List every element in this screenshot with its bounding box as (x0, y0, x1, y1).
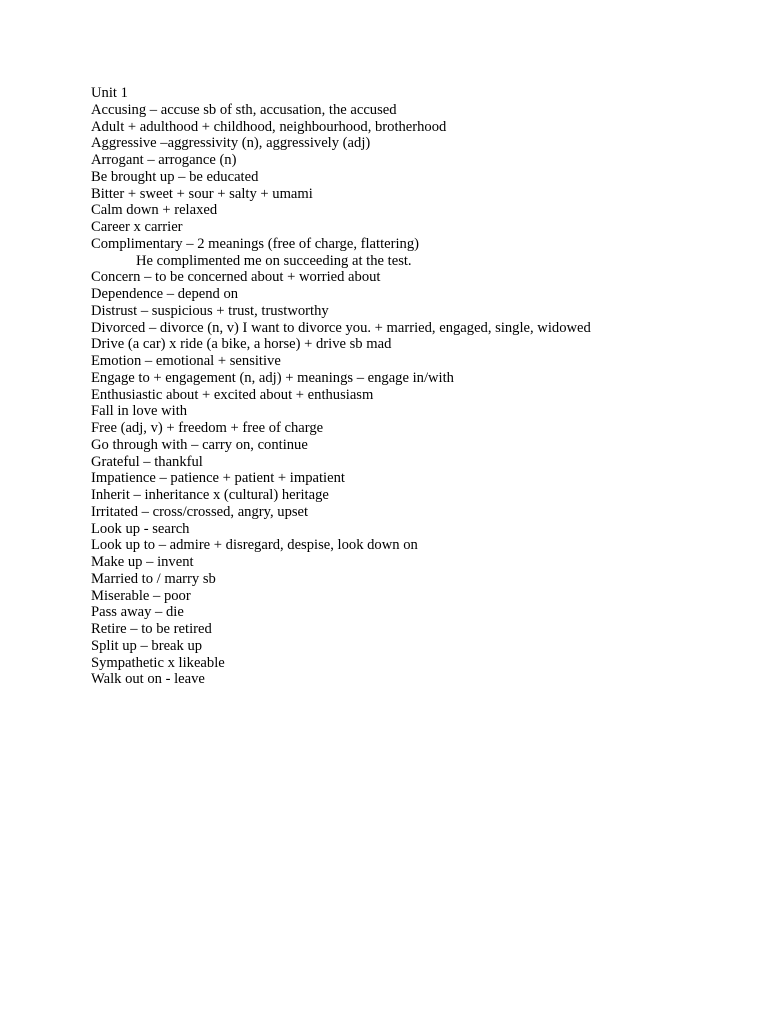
entry-split-up: Split up – break up (91, 637, 203, 654)
unit-heading: Unit 1 (91, 85, 128, 101)
entry-miserable: Miserable – poor (91, 587, 191, 604)
entry-divorced: Divorced – divorce (n, v) I want to divorce you. + married, engaged, single, widowed (91, 319, 591, 336)
entry-go-through-with: Go through with – carry on, continue (91, 436, 308, 453)
entry-career: Career x carrier (91, 219, 183, 235)
entry-fall-in-love: Fall in love with (91, 403, 188, 420)
entry-engage: Engage to + engagement (n, adj) + meanings – engage in/with (91, 369, 454, 386)
entry-be-brought-up: Be brought up – be educated (91, 168, 259, 185)
entry-bitter: Bitter + sweet + sour + salty + umami (91, 185, 313, 202)
entry-concern: Concern – to be concerned about + worried about (91, 269, 381, 286)
entry-complimentary-example: He complimented me on succeeding at the test. (136, 252, 412, 269)
entry-complimentary: Complimentary – 2 meanings (free of charge, flattering) (91, 235, 419, 252)
entry-retire: Retire – to be retired (91, 621, 212, 637)
entry-adult: Adult + adulthood + childhood, neighbourhood, brotherhood (91, 118, 447, 135)
entry-married-to: Married to / marry sb (91, 570, 216, 587)
entry-look-up: Look up - search (91, 520, 190, 537)
entry-dependence: Dependence – depend on (91, 286, 239, 302)
entry-drive: Drive (a car) x ride (a bike, a horse) + drive sb mad (91, 336, 392, 353)
vocabulary-list (91, 85, 751, 688)
entry-distrust: Distrust – suspicious + trust, trustworthy (91, 302, 329, 319)
entry-pass-away: Pass away – die (91, 604, 184, 621)
entry-look-up-to: Look up to – admire + disregard, despise, look down on (91, 537, 418, 554)
entry-irritated: Irritated – cross/crossed, angry, upset (91, 503, 309, 520)
entry-impatience: Impatience – patience + patient + impatient (91, 470, 345, 487)
entry-accusing: Accusing – accuse sb of sth, accusation, the accused (91, 101, 397, 118)
entry-inherit: Inherit – inheritance x (cultural) heritage (91, 487, 329, 503)
entry-aggressive: Aggressive –aggressivity (n), aggressively (adj) (91, 135, 371, 152)
entry-sympathetic: Sympathetic x likeable (91, 654, 225, 671)
entry-emotion: Emotion – emotional + sensitive (91, 353, 281, 369)
entry-arrogant: Arrogant – arrogance (n) (91, 152, 237, 168)
entry-make-up: Make up – invent (91, 554, 194, 570)
entry-calm-down: Calm down + relaxed (91, 202, 218, 219)
entry-walk-out-on: Walk out on - leave (91, 671, 205, 688)
entry-free: Free (adj, v) + freedom + free of charge (91, 420, 324, 436)
entry-grateful: Grateful – thankful (91, 453, 203, 470)
entry-enthusiastic: Enthusiastic about + excited about + enthusiasm (91, 386, 374, 403)
